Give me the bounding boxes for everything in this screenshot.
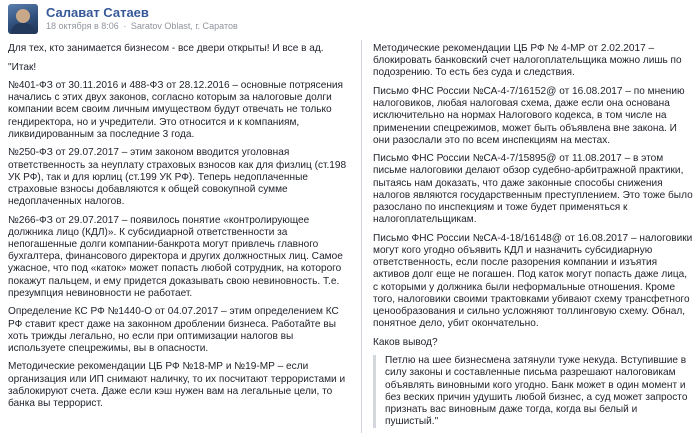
paragraph-cb-18-19: Методические рекомендации ЦБ РФ №18-МР и №19-МР – если организация или ИП снимают наличку, то их посчитают террористами и заблокируют счета. Даже если кэш нужен вам на легальные цели, то банка вы террорист. <box>8 361 346 410</box>
column-divider <box>361 40 362 433</box>
paragraph-250fz: №250-ФЗ от 29.07.2017 – этим законом вводится уголовная ответственность за неуплату страховых взносов как для физлиц (ст.198 УК РФ), так и для юрлиц (ст.199 УК РФ). Теперь недоплаченные страховые взносы добавляются к общей совокупной сумме недоплаченных налогов. <box>8 147 347 208</box>
post-meta <box>46 21 240 31</box>
conclusion-quote: Петлю на шее бизнесмена затянули туже некуда. Вступившие в силу законы и составленные письма разрешают налоговикам объявлять виновными кого угодно. Банк может в один момент и без веских причин удушить любой бизнес, а суд может запросто признать вас виновным даже тогда, когда вы белый и пушистый." <box>373 355 693 428</box>
paragraph-conclusion-question: Каков вывод? <box>373 336 438 348</box>
left-column <box>8 43 350 417</box>
paragraph-401fz: №401-ФЗ от 30.11.2016 и 488-ФЗ от 28.12.2016 – основные потрясения начались с этих двух законов, согласно которым за налоговые долги компании всем своим личным имуществом будут отвечать не только гендиректора, но и учредители. Это относится и к компаниям, ликвидированным за последние 3 года. <box>8 80 344 140</box>
paragraph-266fz: №266-ФЗ от 29.07.2017 – появилось понятие «контролирующее должника лицо (КДЛ)». К субсидиарной ответственности за непогашенные долги компании-банкрота могут привлечь главного бухгалтера, финансового директора и других должностных лиц. Самое ужасное, что под «каток» может попасть любой сотрудник, на которого покажут пальцем, и ему придется доказывать свою невиновность. Т.е. презумпция невиновности не работает. <box>8 214 343 299</box>
paragraph-fns-16148: Письмо ФНС России №СА-4-18/16148@ от 16.08.2017 – налоговики могут кого угодно объявить КДЛ и назначить субсидиарную ответственность, если после разорения компании и изъятия активов долг еще не погашен. Под каток могут попасть даже лица, с которыми у должника были неформальные отношения. Кроме того, налоговики своими трактовками убивают схему трансфетного ценообразования и сильно усложняют толлинговую схему. Обнал, понятное дело, убит окончательно. <box>373 232 693 330</box>
paragraph-intro: Для тех, кто занимается бизнесом - все двери открыты! И все в ад. <box>8 43 324 54</box>
paragraph-ks-1440: Определение КС РФ №1440-О от 04.07.2017 – этим определением КС РФ ставит крест даже на законном дроблении бизнеса. Работайте вы хоть трижды легально, но если при оптимизации налогов вы используете спецрежимы, вы в опасности. <box>8 306 339 354</box>
meta-separator: · <box>123 21 127 31</box>
post-location[interactable]: Saratov Oblast, г. Саратов <box>130 21 238 31</box>
author-name[interactable]: Салават Сатаев <box>46 5 149 20</box>
paragraph-fns-15895: Письмо ФНС России №СА-4-7/15895@ от 11.08.2017 – в этом письме налоговики делают обзор судебно-арбитражной практики, пытаясь нам доказать, что даже законные способы снижения налогов являются государственным преступлением. Это тоже было разослано по инспекциям и тоже будет применяться к налогоплательщикам. <box>373 153 693 226</box>
post-header <box>8 4 348 34</box>
paragraph-cb-4mr: Методические рекомендации ЦБ РФ № 4-МР от 2.02.2017 – блокировать банковский счет налогоплательщика можно лишь по подозрению. То есть без суда и следствия. <box>373 43 682 79</box>
right-column <box>373 43 693 433</box>
post-date[interactable]: 18 октября в 8:06 <box>46 21 119 31</box>
avatar[interactable] <box>8 4 38 34</box>
paragraph-fns-16152: Письмо ФНС России №СА-4-7/16152@ от 16.08.2017 – по мнению налоговиков, любая налоговая схема, даже если она основана исключительно на нормах Налогового кодекса, в том числе на применении спецрежимов, может быть объявлена вне закона. И они разослали это по всем инспекциям на местах. <box>373 85 685 146</box>
paragraph-itak: "Итак! <box>8 61 37 73</box>
